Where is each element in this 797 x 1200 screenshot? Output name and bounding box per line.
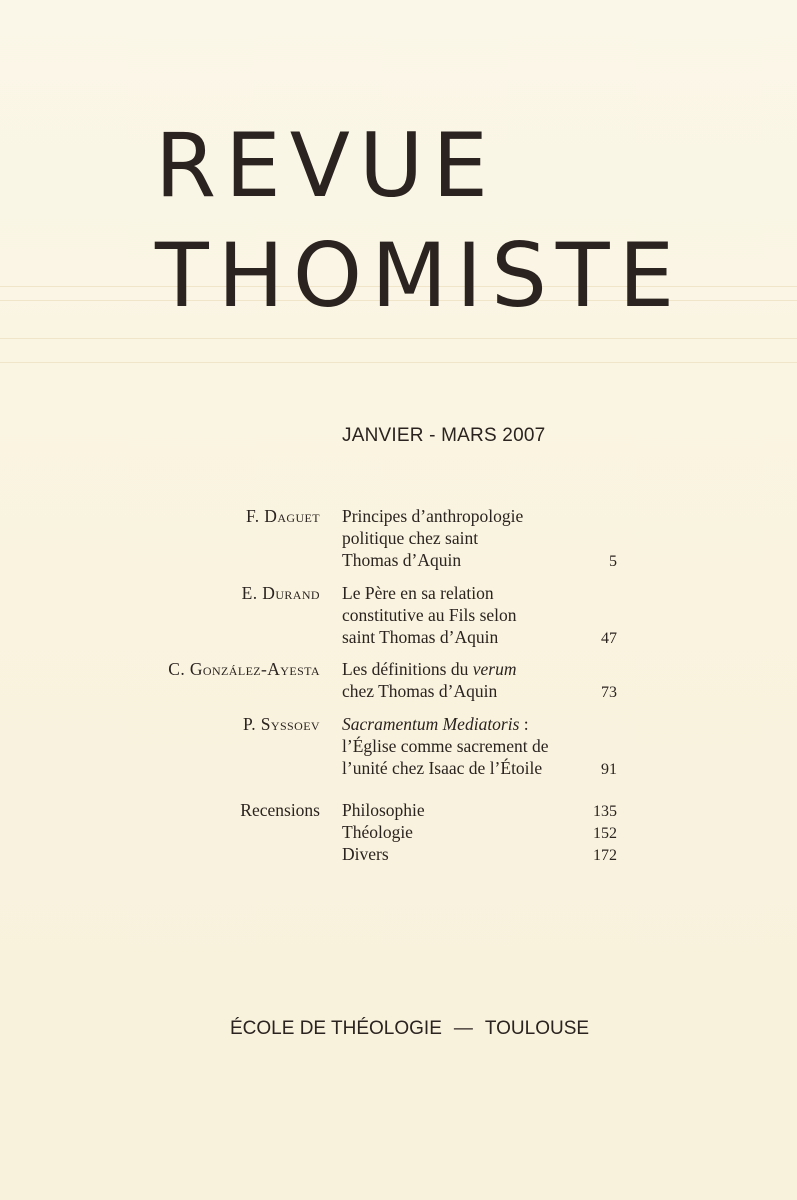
publisher-city: TOULOUSE — [484, 1018, 590, 1039]
page-number: 135 — [593, 803, 617, 820]
page-number: 152 — [593, 825, 617, 842]
article-title-line: Le Père en sa relation — [342, 583, 494, 603]
article-title-line: Thomas d’Aquin — [342, 550, 462, 570]
article-title-line: politique chez saint — [342, 528, 479, 548]
page-number: 5 — [609, 553, 617, 570]
article-title-line: l’Église comme sacrement de — [342, 736, 549, 756]
article-title-line: Principes d’anthropologie — [342, 506, 524, 526]
page-number: 47 — [601, 630, 617, 647]
journal-title-line-1: REVUE — [155, 114, 497, 217]
article-title-line: constitutive au Fils selon — [342, 605, 517, 625]
article-title — [342, 505, 582, 571]
title-italic-text: verum — [472, 659, 517, 679]
article-title — [342, 713, 582, 779]
publisher-footer — [230, 1018, 589, 1040]
page-number: 172 — [593, 847, 617, 864]
journal-title-line-2: THOMISTE — [155, 224, 684, 327]
issue-date: JANVIER - MARS 2007 — [342, 425, 546, 446]
review-item: Divers — [342, 844, 389, 864]
reviews-label: Recensions — [240, 800, 320, 820]
article-author: E. Durand — [241, 583, 320, 603]
article-title-line: saint Thomas d’Aquin — [342, 627, 499, 647]
article-author: C. González-Ayesta — [168, 659, 320, 679]
title-text: Les définitions du — [342, 659, 473, 679]
article-title — [342, 658, 582, 702]
paper-streak — [0, 338, 797, 339]
title-text: : — [519, 714, 529, 734]
article-title-line — [342, 658, 582, 680]
page-number: 73 — [601, 684, 617, 701]
article-author: F. Daguet — [246, 506, 320, 526]
publisher-name: ÉCOLE DE THÉOLOGIE — [230, 1018, 442, 1039]
page-number: 91 — [601, 761, 617, 778]
article-title-line: chez Thomas d’Aquin — [342, 681, 498, 701]
review-item: Théologie — [342, 822, 413, 842]
title-italic-text: Sacramentum Mediatoris — [342, 714, 520, 734]
article-title — [342, 582, 582, 648]
reviews-list — [342, 799, 582, 865]
review-item: Philosophie — [342, 800, 425, 820]
article-title-line — [342, 713, 582, 735]
footer-dash: — — [453, 1018, 473, 1039]
article-title-line: l’unité chez Isaac de l’Étoile — [342, 758, 543, 778]
paper-streak — [0, 362, 797, 363]
article-author: P. Syssoev — [243, 714, 320, 734]
